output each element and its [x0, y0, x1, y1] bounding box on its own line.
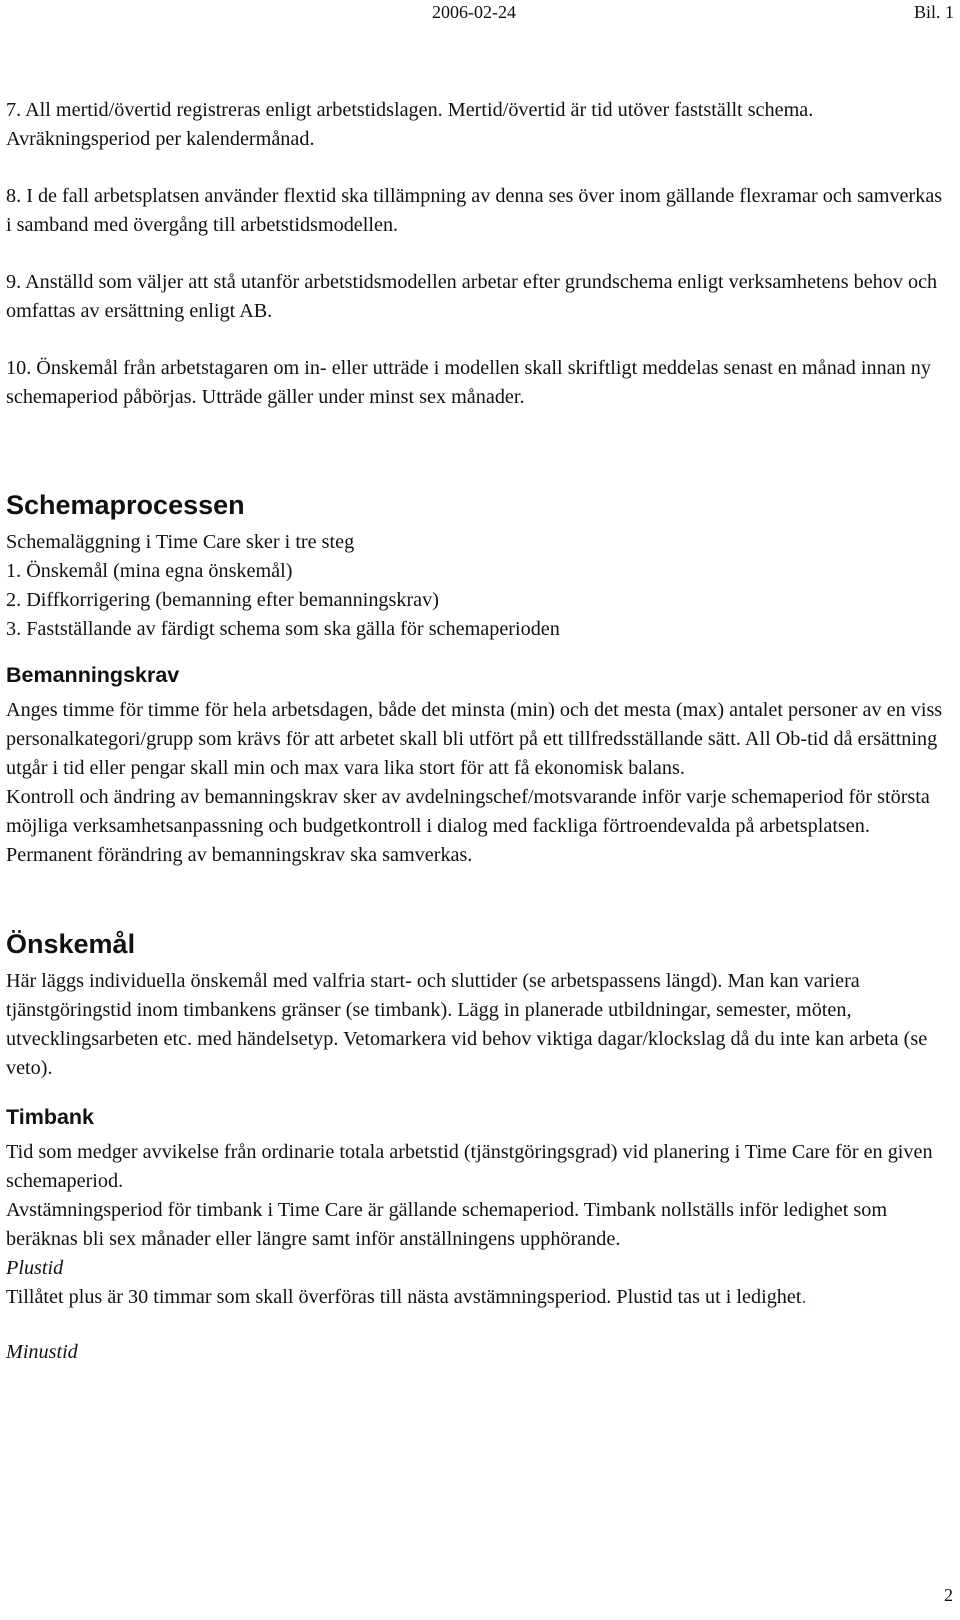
page-number: 2	[944, 1585, 953, 1605]
plustid-end-mark: .	[801, 1286, 807, 1308]
plustid-text: Tillåtet plus är 30 timmar som skall överföras till nästa avstämningsperiod. Plustid tas ut i ledighet	[6, 1286, 802, 1308]
schemaprocessen-step-1: 1. Önskemål (mina egna önskemål)	[6, 560, 293, 582]
heading-timbank: Timbank	[6, 1105, 95, 1129]
schemaprocessen-step-2: 2. Diffkorrigering (bemanning efter bemanningskrav)	[6, 589, 439, 611]
onskemal-paragraph: Här läggs individuella önskemål med valfria start- och sluttider (se arbetspassens längd). Man kan variera tjänstgöringstid inom timbankens gränser (se timbank). Lägg in planerade utbildningar, semester, möten, utvecklingsarbeten etc. med händelsetyp. Vetomarkera vid behov viktiga dagar/klockslag då du inte kan arbeta (se veto).	[6, 970, 928, 1079]
heading-schemaprocessen: Schemaprocessen	[6, 490, 245, 520]
rule-item-8: 8. I de fall arbetsplatsen använder flextid ska tillämpning av denna ses över inom gällande flexramar och samverkas i samband med övergång till arbetstidsmodellen.	[6, 185, 943, 236]
plustid-paragraph	[6, 1283, 951, 1312]
heading-bemanningskrav: Bemanningskrav	[6, 663, 180, 687]
page-header	[0, 2, 960, 30]
timbank-paragraph-2: Avstämningsperiod för timbank i Time Care är gällande schemaperiod. Timbank nollställs inför ledighet som beräknas bli sex månader eller längre samt inför anställningens upphörande.	[6, 1199, 888, 1250]
rule-item-9: 9. Anställd som väljer att stå utanför arbetstidsmodellen arbetar efter grundschema enligt verksamhetens behov och omfattas av ersättning enligt AB.	[6, 271, 938, 322]
document-body	[6, 96, 951, 1367]
rule-item-7: 7. All mertid/övertid registreras enligt arbetstidslagen. Mertid/övertid är tid utöver fastställt schema. Avräkningsperiod per kalendermånad.	[6, 99, 814, 150]
bemanningskrav-paragraph-1: Anges timme för timme för hela arbetsdagen, både det minsta (min) och det mesta (max) antalet personer av en viss personalkategori/grupp som krävs för att arbetet skall bli utfört på ett tillfredsställande sätt. All Ob-tid då ersättning utgår i tid eller pengar skall min och max vara lika stort för att få ekonomisk balans.	[6, 699, 943, 779]
heading-plustid: Plustid	[6, 1257, 64, 1279]
bemanningskrav-paragraph-2: Kontroll och ändring av bemanningskrav sker av avdelningschef/motsvarande inför varje schemaperiod för största möjliga verksamhetsanpassning och budgetkontroll i dialog med fackliga förtroendevalda på arbetsplatsen. Permanent förändring av bemanningskrav ska samverkas.	[6, 786, 930, 866]
schemaprocessen-step-3: 3. Fastställande av färdigt schema som ska gälla för schemaperioden	[6, 618, 560, 640]
rule-item-10: 10. Önskemål från arbetstagaren om in- eller utträde i modellen skall skriftligt meddelas senast en månad innan ny schemaperiod påbörjas. Utträde gäller under minst sex månader.	[6, 357, 931, 408]
heading-onskemal: Önskemål	[6, 929, 136, 959]
heading-minustid: Minustid	[6, 1341, 78, 1363]
schemaprocessen-intro: Schemaläggning i Time Care sker i tre steg	[6, 531, 355, 553]
header-date: 2006-02-24	[432, 2, 516, 22]
timbank-paragraph-1: Tid som medger avvikelse från ordinarie totala arbetstid (tjänstgöringsgrad) vid planering i Time Care för en given schemaperiod.	[6, 1141, 933, 1192]
header-attachment-label: Bil. 1	[913, 2, 954, 22]
